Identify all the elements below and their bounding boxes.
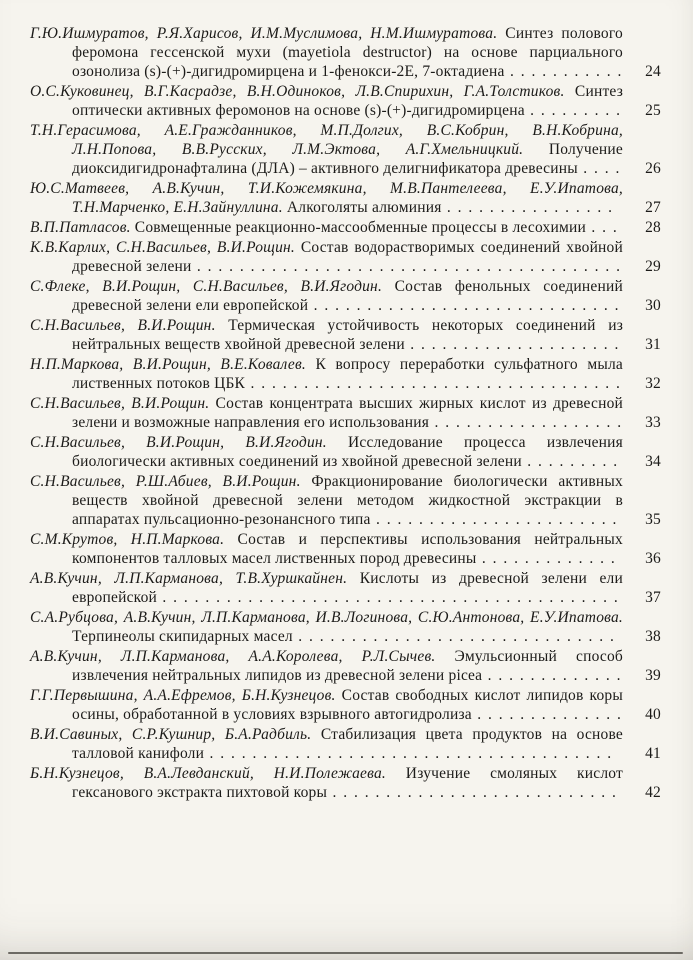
entry-page-number: 35 <box>645 511 661 528</box>
entry-authors: Ю.С.Матвеев, А.В.Кучин, Т.И.Кожемякина, М.В.Пантелеева, Е.У.Ипатова, Т.Н.Марченко, Е.Н.Зайнуллина. <box>30 180 623 216</box>
entry-title: Состав свободных кислот липидов коры осины, обработанной в условиях взрывного автогидролиза <box>72 687 623 723</box>
leader-dots: . . . . . . . . . . . . . . . . . . . . . . . . . . . . . . <box>292 628 616 645</box>
entry-title: Кислоты из древесной зелени ели европейской <box>72 570 623 606</box>
entry-title: Состав фенольных соединений древесной зелени ели европейской <box>72 278 623 314</box>
entry-title: Алкоголяты алюминия <box>286 199 442 216</box>
leader-dots: . . . . . . . . . . . . . . . . . . . . <box>404 336 620 353</box>
entry-title: Терпинеолы скипидарных масел <box>72 628 293 645</box>
entry-authors: О.С.Куковинец, В.Г.Касрадзе, В.Н.Одиноков, Л.В.Спирихин, Г.А.Толстиков. <box>30 83 565 100</box>
leader-dots: . . . . . . . . . . . . . . . . <box>441 199 614 216</box>
toc-entry <box>30 647 661 685</box>
entry-title: Получение диоксидигидронафталина (ДЛА) – активного делигнификатора древесины <box>72 141 623 177</box>
leader-dots: . . . . . . . . . . . . . . . . . . . . . . . . . . . . . <box>308 297 620 314</box>
entry-authors: В.П.Патласов. <box>30 219 131 236</box>
toc-entry <box>30 218 661 237</box>
entry-page-number: 36 <box>645 550 661 567</box>
entry-authors: С.А.Рубцова, А.В.Кучин, Л.П.Карманова, И.В.Логинова, С.Ю.Антонова, Е.У.Ипатова. <box>30 609 623 626</box>
entry-authors: Н.П.Маркова, В.И.Рощин, В.Е.Ковалев. <box>30 356 306 373</box>
toc-entry <box>30 472 661 529</box>
entry-page-number: 30 <box>645 297 661 314</box>
entry-title: Эмульсионный способ извлечения нейтральных липидов из древесной зелени picea <box>72 648 624 684</box>
toc-entry <box>30 355 661 393</box>
leader-dots: . . . . . . . . . . . . . . . . . . . . . . . . . . . . . . . . . . . . . . <box>204 745 613 762</box>
toc-entry <box>30 121 661 178</box>
leader-dots: . . . . . . . . . . . . . . <box>471 706 623 723</box>
entry-authors: А.В.Кучин, Л.П.Карманова, Т.В.Хуршкайнен. <box>30 570 348 587</box>
leader-dots: . . . . . . . . . . . . . . . . . . . . . . . . . . . . . . . . . . . . . . . . . . . <box>157 589 620 606</box>
entry-authors: С.Н.Васильев, Р.Ш.Абиев, В.И.Рощин. <box>30 473 301 490</box>
entry-page-number: 33 <box>645 414 661 431</box>
leader-dots: . . . . . . . . . . . . . . . . . . . . . . . . . . . <box>327 784 618 801</box>
entry-page-number: 28 <box>645 219 661 236</box>
entry-authors: С.М.Крутов, Н.П.Маркова. <box>30 531 225 548</box>
leader-dots: . . . . . . . . . . . <box>504 63 623 80</box>
entry-authors: В.И.Савиных, С.Р.Кушнир, Б.А.Радбиль. <box>30 726 312 743</box>
leader-dots: . . . . . . . . . . . . . . . . . . . . . . . . . . . . . . . . . . . . . . . . <box>191 258 622 275</box>
entry-title: Исследование процесса извлечения биологически активных соединений из хвойной древесной зелени <box>72 434 623 470</box>
toc-entry <box>30 179 661 217</box>
toc-entry <box>30 764 661 802</box>
toc-entry <box>30 394 661 432</box>
entry-authors: С.Н.Васильев, В.И.Рощин. <box>30 395 210 412</box>
entry-authors: Г.Г.Первышина, А.А.Ефремов, Б.Н.Кузнецов. <box>30 687 336 704</box>
toc-entry <box>30 608 661 646</box>
entry-page-number: 24 <box>645 63 661 80</box>
entry-page-number: 32 <box>645 375 661 392</box>
toc-entry <box>30 238 661 276</box>
entry-authors: Б.Н.Кузнецов, В.А.Левданский, Н.И.Полежаева. <box>30 765 386 782</box>
leader-dots: . . . . . . . . . . . . . . . . . . . . . . . . . . . . . . . . . . . <box>245 375 622 392</box>
entry-page-number: 27 <box>645 199 661 216</box>
entry-authors: С.Флеке, В.И.Рощин, С.Н.Васильев, В.И.Ягодин. <box>30 278 383 295</box>
entry-page-number: 41 <box>645 745 661 762</box>
entry-authors: С.Н.Васильев, В.И.Рощин. <box>30 317 216 334</box>
entry-authors: А.В.Кучин, Л.П.Карманова, А.А.Королева, Р.Л.Сычев. <box>30 648 436 665</box>
toc-entry <box>30 82 661 120</box>
entry-title: Совмещенные реакционно-массообменные процессы в лесохимии <box>134 219 586 236</box>
leader-dots: . . . . . . . . . . . . . <box>482 667 622 684</box>
toc-entry <box>30 686 661 724</box>
leader-dots: . . . . . . . . . <box>524 102 622 119</box>
toc-entry <box>30 569 661 607</box>
entry-page-number: 34 <box>645 453 661 470</box>
toc-entry <box>30 316 661 354</box>
leader-dots: . . . . . . . . . . . . . . . . . . . . . . . <box>370 511 618 528</box>
entry-page-number: 38 <box>645 628 661 645</box>
entry-title: Состав и перспективы использования нейтральных компонентов талловых масел лиственных пород древесины <box>72 531 623 567</box>
leader-dots: . . . . <box>577 160 621 177</box>
entry-title: К вопросу переработки сульфатного мыла лиственных потоков ЦБК <box>72 356 623 392</box>
entry-page-number: 25 <box>645 102 661 119</box>
toc-entry <box>30 24 661 81</box>
leader-dots: . . . <box>585 219 619 236</box>
entry-title: Фракционирование биологически активных веществ хвойной древесной зелени методом жидкостной экстракции в аппаратах пульсационно-резонансного типа <box>72 473 623 528</box>
toc-entry <box>30 725 661 763</box>
entry-title: Синтез оптически активных феромонов на основе (s)-(+)-дигидромирцена <box>72 83 624 119</box>
page-bottom-edge <box>8 952 683 954</box>
entry-page-number: 31 <box>645 336 661 353</box>
entry-authors: Г.Ю.Ишмуратов, Р.Я.Харисов, И.М.Муслимова, Н.М.Ишмуратова. <box>30 25 498 42</box>
entry-page-number: 26 <box>645 160 661 177</box>
entry-page-number: 29 <box>645 258 661 275</box>
entry-page-number: 37 <box>645 589 661 606</box>
toc-list <box>30 24 661 802</box>
toc-entry <box>30 277 661 315</box>
entry-page-number: 42 <box>645 784 661 801</box>
leader-dots: . . . . . . . . . . . . . <box>476 550 617 567</box>
entry-title: Изучение смоляных кислот гексанового экстракта пихтовой коры <box>72 765 623 801</box>
entry-authors: Т.Н.Герасимова, А.Е.Гражданников, М.П.Долгих, В.С.Кобрин, В.Н.Кобрина, Л.Н.Попова, В.В.Русских, Л.М.Эктова, А.Г.Хмельницкий. <box>30 122 623 158</box>
entry-title: Стабилизация цвета продуктов на основе талловой канифоли <box>72 726 624 762</box>
entry-title: Синтез полового феромона гессенской мухи (mayetiola destructor) на основе парциального озонолиза (s)-(+)-дигидромирцена и 1-фенокси-2Е, 7-октадиена <box>72 25 624 80</box>
leader-dots: . . . . . . . . . . . . . . . . . . <box>429 414 623 431</box>
entry-title: Термическая устойчивость некоторых соединений из нейтральных веществ хвойной древесной зелени <box>72 317 624 353</box>
entry-authors: К.В.Карлих, С.Н.Васильев, В.И.Рощин. <box>30 239 295 256</box>
entry-title: Состав концентрата высших жирных кислот из древесной зелени и возможные направления его использования <box>72 395 624 431</box>
toc-entry <box>30 433 661 471</box>
entry-title: Состав водорастворимых соединений хвойной древесной зелени <box>72 239 624 275</box>
toc-entry <box>30 530 661 568</box>
entry-page-number: 39 <box>645 667 661 684</box>
entry-page-number: 40 <box>645 706 661 723</box>
leader-dots: . . . . . . . . . <box>521 453 619 470</box>
entry-authors: С.Н.Васильев, В.И.Рощин, В.И.Ягодин. <box>30 434 327 451</box>
